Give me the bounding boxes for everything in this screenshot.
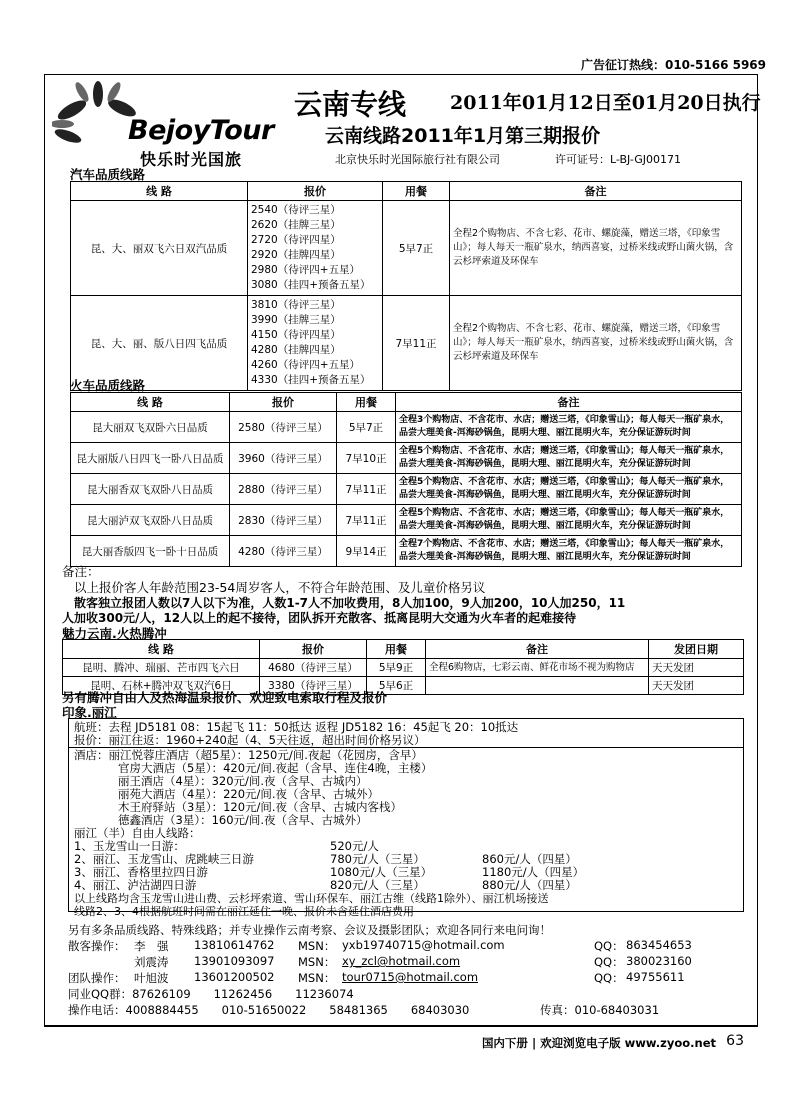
qq-label: QQ： <box>594 939 624 953</box>
table-row <box>71 505 742 536</box>
price-line: 2720（待评四星） <box>251 234 341 246</box>
col-header: 用餐 <box>383 182 450 201</box>
note-cell: 全程2个购物店、不含七彩、花市、螺旋藻，赠送三塔，《印象雪山》；每人每天一瓶矿泉水，纳西喜宴，过桥米线或野山菌火锅，含云杉坪索道及环保车 <box>450 296 742 391</box>
tour-note: 以上线路均含玉龙雪山进山费、云杉坪索道、雪山环保车、丽江古维（线路1除外）、丽江机场接送 <box>74 892 549 905</box>
contact-name: 李 强 <box>134 939 169 953</box>
tengchong-table <box>62 639 744 695</box>
col-header: 发团日期 <box>649 640 744 659</box>
hotel-line: 酒店：丽江悦蓉庄酒店（超5星）：1250元/间.夜起（花园房，含早） <box>74 748 423 762</box>
hotel-line: 木王府驿站（3星）：120元/间.夜（含早、古城内客栈） <box>118 800 403 814</box>
extra-note: 另有腾冲自由人及热海温泉报价、欢迎致电索取行程及报价 <box>62 690 388 705</box>
col-header: 备注 <box>426 640 649 659</box>
flight-info: 航班：去程 JD5181 08：15起飞 11：50抵达 返程 JD5182 16：45起飞 20：10抵达 <box>74 720 519 734</box>
contact-phone: 13810614762 <box>194 938 275 952</box>
table-row <box>71 474 742 505</box>
price-line: 2620（挂牌三星） <box>251 219 341 231</box>
price-cell: 3960（待评三星） <box>230 443 337 474</box>
page-number: 63 <box>726 1033 744 1049</box>
price-line: 2980（待评四+五星） <box>251 264 361 276</box>
remarks-title: 备注： <box>62 564 100 579</box>
contact-name: 叶旭波 <box>134 971 169 985</box>
meal-cell: 7早11正 <box>337 505 396 536</box>
license-number: 许可证号：L-BJ-GJ00171 <box>555 153 682 166</box>
tour-name: 2、丽江、玉龙雪山、虎跳峡三日游 <box>74 852 254 866</box>
route-cell: 昆大丽版八日四飞一卧八日品质 <box>71 443 230 474</box>
subtitle: 云南线路2011年1月第三期报价 <box>325 125 601 147</box>
price-cell <box>248 201 383 296</box>
price-line: 4330（挂四+预备五星） <box>251 374 371 386</box>
tengchong-title: 魅力云南.火热腾冲 <box>62 626 167 641</box>
ad-hotline: 广告征订热线：010-5166 5969 <box>580 58 766 72</box>
note-cell <box>426 677 649 695</box>
col-header: 用餐 <box>337 393 396 412</box>
remarks-line: 散客独立报团人数以7人以下为准，人数1-7人不加收费用，8人加100，9人加200，10人加250，11 <box>74 596 626 610</box>
lijiang-title: 印象.丽江 <box>62 705 117 720</box>
route-cell: 昆大丽泸双飞双卧八日品质 <box>71 505 230 536</box>
price-cell: 4680（待评三星） <box>260 659 367 677</box>
msn-label: MSN： <box>298 955 336 969</box>
price-cell: 2880（待评三星） <box>230 474 337 505</box>
route-cell: 昆大丽香双飞双卧八日品质 <box>71 474 230 505</box>
price-cell: 2830（待评三星） <box>230 505 337 536</box>
route-cell: 昆大丽双飞双卧六日品质 <box>71 412 230 443</box>
qq-number: 863454653 <box>626 938 692 952</box>
date-cell: 天天发团 <box>649 659 744 677</box>
msn-link[interactable]: xy_zcl@hotmail.com <box>342 954 461 968</box>
agency-name: 北京快乐时光国际旅行社有限公司 <box>335 153 500 166</box>
tour-name: 1、玉龙雪山一日游： <box>74 839 185 853</box>
train-table <box>70 392 742 567</box>
car-section-title: 汽车品质线路 <box>70 167 146 182</box>
fax: 传真：010-68403031 <box>540 1003 660 1017</box>
tour-price: 1180元/人（四星） <box>482 865 585 879</box>
price-cell <box>248 296 383 391</box>
footer-text: 国内下册 | 欢迎浏览电子版 www.zyoo.net <box>481 1036 716 1050</box>
note-cell: 全程3个购物店、不含花市、水店；赠送三塔，《印象雪山》；每人每天一瓶矿泉水，品尝大理美食-洱海砂锅鱼，昆明大理、丽江昆明火车，充分保证游玩时间 <box>396 412 742 443</box>
contact-intro: 另有多条品质线路、特殊线路；并专业操作云南考察、会议及摄影团队；欢迎各同行来电问询！ <box>68 923 551 937</box>
note-cell: 全程6购物店，七彩云南、鲜花市场不视为购物店 <box>426 659 649 677</box>
col-header: 备注 <box>450 182 742 201</box>
col-header: 用餐 <box>367 640 426 659</box>
price-cell: 2580（待评三星） <box>230 412 337 443</box>
col-header: 备注 <box>396 393 742 412</box>
table-header-row <box>71 182 742 201</box>
note-cell: 全程7个购物店、不含花市、水店；赠送三塔，《印象雪山》；每人每天一瓶矿泉水，品尝大理美食-洱海砂锅鱼，昆明大理、丽江昆明火车，充分保证游玩时间 <box>396 536 742 567</box>
note-cell: 全程5个购物店、不含花市、水店；赠送三塔，《印象雪山》；每人每天一瓶矿泉水，品尝大理美食-洱海砂锅鱼，昆明大理、丽江昆明火车，充分保证游玩时间 <box>396 505 742 536</box>
meal-cell: 7早10正 <box>337 443 396 474</box>
qq-label: QQ： <box>594 971 624 985</box>
meal-cell: 9早14正 <box>337 536 396 567</box>
meal-cell: 7早11正 <box>337 474 396 505</box>
tour-name: 4、丽江、泸沽湖四日游 <box>74 878 197 892</box>
qq-number: 380023160 <box>626 954 692 968</box>
col-header: 报价 <box>248 182 383 201</box>
route-cell: 昆、大、丽双飞六日双汽品质 <box>71 201 248 296</box>
route-cell: 昆、大、丽、版八日四飞品质 <box>71 296 248 391</box>
train-section-title: 火车品质线路 <box>70 378 146 393</box>
price-line: 2920（挂牌四星） <box>251 249 341 261</box>
tour-name: 3、丽江、香格里拉四日游 <box>74 865 208 879</box>
tour-price: 520元/人 <box>330 839 379 853</box>
tour-price: 1080元/人（三星） <box>330 865 433 879</box>
route-cell: 昆明、腾冲、瑞丽、芒市四飞六日 <box>63 659 260 677</box>
msn-label: MSN： <box>298 939 336 953</box>
tour-note: 线路2、3、4根据航班时间需在丽江延住一晚、报价未含延住酒店费用 <box>74 905 414 918</box>
remarks-line: 以上报价客人年龄范围23-54周岁客人，不符合年龄范围、及儿童价格另议 <box>74 580 486 595</box>
qq-group: 同业QQ群：87626109 11262456 11236074 <box>68 987 354 1001</box>
tour-title: 丽江（半）自由人线路： <box>74 826 201 840</box>
table-row <box>71 412 742 443</box>
remarks-line: 人加收300元/人，12人以上的起不接待，团队拆开充散客、抵离昆明大交通为火车者的起难接待 <box>62 611 577 625</box>
hotel-line: 丽苑大酒店（4星）：220元/间.夜（含早、古城外） <box>118 787 380 801</box>
hotel-line: 官房大酒店（5星）：420元/间.夜起（含早、连住4晚，主楼） <box>118 761 433 775</box>
qq-label: QQ： <box>594 955 624 969</box>
price-cell: 3380（待评三星） <box>260 677 367 695</box>
brand-cn: 快乐时光国旅 <box>140 150 243 169</box>
col-header: 报价 <box>260 640 367 659</box>
table-row <box>71 201 742 296</box>
price-line: 3080（挂四+预备五星） <box>251 279 371 291</box>
price-line: 4280（挂牌四星） <box>251 344 341 356</box>
contact-phone: 13601200502 <box>194 970 275 984</box>
meal-cell: 5早7正 <box>383 201 450 296</box>
table-row <box>71 443 742 474</box>
table-header-row <box>71 393 742 412</box>
table-row <box>63 659 744 677</box>
meal-cell: 5早7正 <box>337 412 396 443</box>
col-header: 报价 <box>230 393 337 412</box>
hotel-line: 丽王酒店（4星）：320元/间.夜（含早、古城内） <box>118 774 368 788</box>
qq-number: 49755611 <box>626 970 685 984</box>
table-row <box>71 536 742 567</box>
contact-role: 团队操作： <box>68 971 126 985</box>
tour-price: 780元/人（三星） <box>330 852 425 866</box>
footer-rule <box>44 1026 758 1027</box>
table-header-row <box>63 640 744 659</box>
valid-dates: 2011年01月12日至01月20日执行 <box>450 92 761 114</box>
route-cell: 昆明、石林+腾冲双飞双汽6日 <box>63 677 260 695</box>
car-table <box>70 181 742 391</box>
meal-cell: 5早9正 <box>367 659 426 677</box>
msn-link[interactable]: tour0715@hotmail.com <box>342 970 479 984</box>
date-cell: 天天发团 <box>649 677 744 695</box>
fare-info: 报价：丽江往返：1960+240起（4、5天往返，超出时间价格另议） <box>74 733 426 747</box>
price-cell: 4280（待评三星） <box>230 536 337 567</box>
tour-price: 820元/人（三星） <box>330 878 425 892</box>
hotel-line: 德鑫酒店（3星）：160元/间.夜（含早、古城外） <box>118 813 368 827</box>
price-line: 4150（待评四星） <box>251 329 341 341</box>
note-cell: 全程5个购物店、不含花市、水店；赠送三塔，《印象雪山》；每人每天一瓶矿泉水，品尝大理美食-洱海砂锅鱼，昆明大理、丽江昆明火车，充分保证游玩时间 <box>396 443 742 474</box>
note-cell: 全程5个购物店、不含花市、水店；赠送三塔，《印象雪山》；每人每天一瓶矿泉水，品尝大理美食-洱海砂锅鱼，昆明大理、丽江昆明火车，充分保证游玩时间 <box>396 474 742 505</box>
tour-price: 880元/人（四星） <box>482 878 577 892</box>
contact-phone: 13901093097 <box>194 954 275 968</box>
col-header: 线 路 <box>71 182 248 201</box>
route-cell: 昆大丽香版四飞一卧十日品质 <box>71 536 230 567</box>
msn-label: MSN： <box>298 971 336 985</box>
table-row <box>71 296 742 391</box>
col-header: 线 路 <box>71 393 230 412</box>
meal-cell: 7早11正 <box>383 296 450 391</box>
contact-role: 散客操作： <box>68 939 126 953</box>
price-line: 3810（待评三星） <box>251 299 341 311</box>
price-line: 3990（挂牌三星） <box>251 314 341 326</box>
page-title: 云南专线 <box>294 88 407 121</box>
ops-phone: 操作电话：4008884455 010-51650022 58481365 68403030 <box>68 1003 470 1017</box>
price-line: 4260（待评四+五星） <box>251 359 361 371</box>
meal-cell: 5早6正 <box>367 677 426 695</box>
col-header: 线 路 <box>63 640 260 659</box>
msn-link[interactable]: yxb19740715@hotmail.com <box>342 938 505 952</box>
tour-price: 860元/人（四星） <box>482 852 577 866</box>
note-cell: 全程2个购物店、不含七彩、花市、螺旋藻，赠送三塔，《印象雪山》；每人每天一瓶矿泉水，纳西喜宴，过桥米线或野山菌火锅，含云杉坪索道及环保车 <box>450 201 742 296</box>
brand-name: BejoyTour <box>128 115 274 146</box>
price-line: 2540（待评三星） <box>251 204 341 216</box>
contact-name: 刘震涛 <box>134 955 169 969</box>
